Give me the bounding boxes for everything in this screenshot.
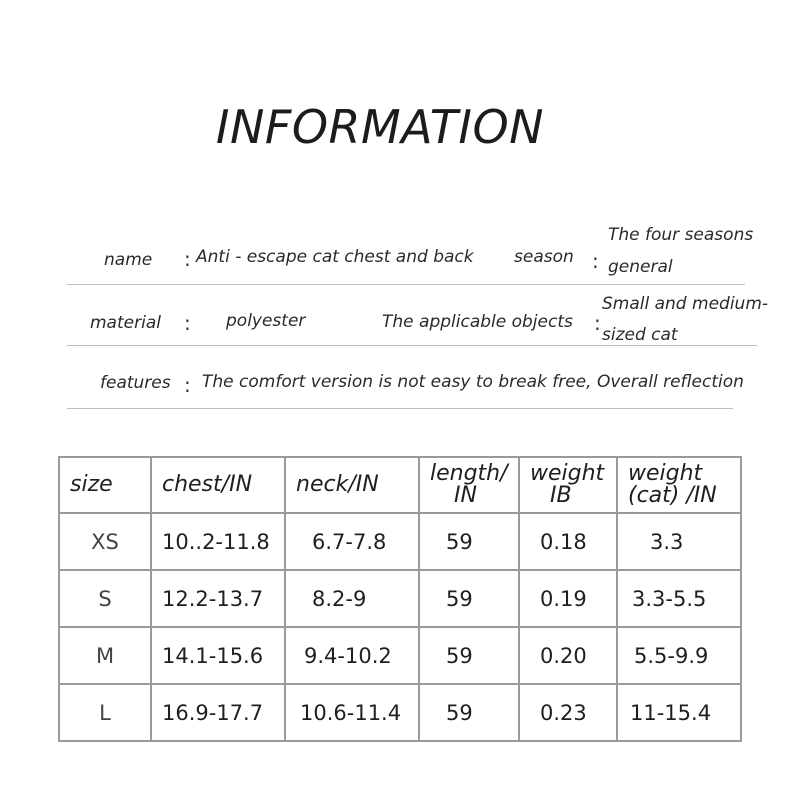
weight-cat-cell: 11-15.4	[617, 684, 741, 741]
features-value: The comfort version is not easy to break free, Overall reflection	[202, 372, 744, 392]
chest-cell: 10..2-11.8	[151, 513, 285, 570]
size-cell: L	[59, 684, 151, 741]
length-cell: 59	[419, 684, 519, 741]
size-cell: S	[59, 570, 151, 627]
objects-label: The applicable objects	[382, 312, 573, 332]
objects-value-line1: Small and medium-	[602, 294, 769, 314]
weight-cat-cell: 3.3-5.5	[617, 570, 741, 627]
material-colon: :	[184, 311, 191, 335]
neck-cell: 8.2-9	[285, 570, 419, 627]
season-label: season	[514, 247, 574, 267]
info-divider	[67, 345, 757, 346]
header-chest: chest/IN	[151, 457, 285, 513]
weight-cat-cell: 5.5-9.9	[617, 627, 741, 684]
weight-cell: 0.19	[519, 570, 617, 627]
weight-cell: 0.23	[519, 684, 617, 741]
chest-cell: 14.1-15.6	[151, 627, 285, 684]
header-weight: weight IB	[519, 457, 617, 513]
table-row	[59, 570, 741, 627]
header-neck: neck/IN	[285, 457, 419, 513]
size-table	[58, 456, 742, 742]
season-value-line2: general	[608, 257, 673, 277]
weight-cell: 0.20	[519, 627, 617, 684]
neck-cell: 9.4-10.2	[285, 627, 419, 684]
table-row	[59, 684, 741, 741]
length-cell: 59	[419, 627, 519, 684]
season-value-line1: The four seasons	[608, 225, 754, 245]
weight-cell: 0.18	[519, 513, 617, 570]
table-header-row	[59, 457, 741, 513]
name-value: Anti - escape cat chest and back	[196, 247, 474, 267]
info-divider	[67, 284, 745, 285]
objects-value-line2: sized cat	[602, 325, 678, 345]
table-row	[59, 513, 741, 570]
size-cell: M	[59, 627, 151, 684]
features-colon: :	[184, 373, 191, 397]
season-colon: :	[592, 249, 599, 273]
table-row	[59, 627, 741, 684]
header-size: size	[59, 457, 151, 513]
material-label: material	[90, 313, 161, 333]
chest-cell: 12.2-13.7	[151, 570, 285, 627]
neck-cell: 6.7-7.8	[285, 513, 419, 570]
chest-cell: 16.9-17.7	[151, 684, 285, 741]
info-divider	[67, 408, 733, 409]
objects-colon: :	[594, 311, 601, 335]
page-title: INFORMATION	[215, 100, 545, 154]
length-cell: 59	[419, 513, 519, 570]
material-value: polyester	[226, 311, 306, 331]
length-cell: 59	[419, 570, 519, 627]
weight-cat-cell: 3.3	[617, 513, 741, 570]
header-length: length/ IN	[419, 457, 519, 513]
features-label: features	[100, 373, 171, 393]
size-cell: XS	[59, 513, 151, 570]
header-weight-cat: weight (cat) /IN	[617, 457, 741, 513]
name-colon: :	[184, 247, 191, 271]
neck-cell: 10.6-11.4	[285, 684, 419, 741]
name-label: name	[104, 250, 153, 270]
